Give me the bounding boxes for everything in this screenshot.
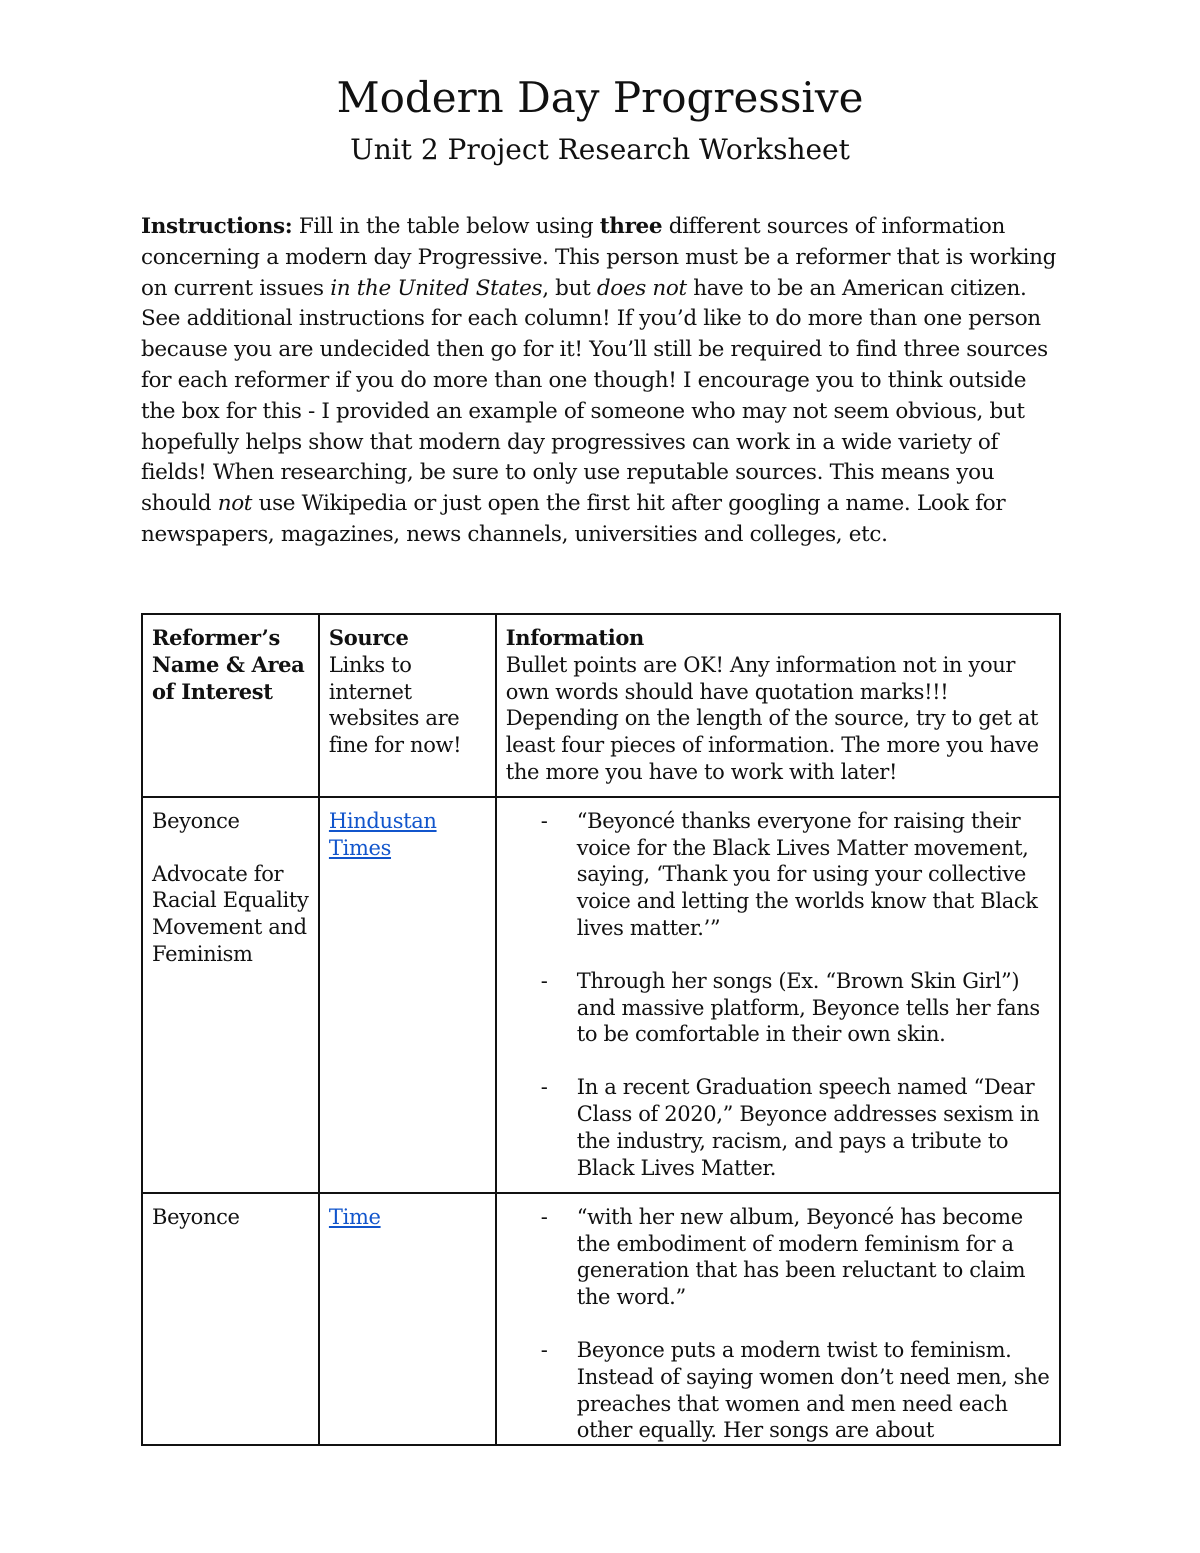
header-name-cell	[142, 614, 319, 797]
bullet-text: “with her new album, Beyoncé has become the embodiment of modern feminism for a generation that has been reluctant to claim the word.”	[576, 1204, 1026, 1310]
bullet-dash: -	[540, 1075, 548, 1100]
instructions-emphasis: does not	[596, 275, 687, 301]
source-link-hindustan-times[interactable]: Hindustan Times	[328, 808, 437, 860]
reformer-cell	[142, 1193, 319, 1445]
instructions-label: Instructions:	[141, 214, 293, 239]
instructions-text: , but	[542, 275, 597, 301]
list-item	[506, 968, 1053, 1048]
information-cell	[496, 797, 1060, 1193]
bullet-dash: -	[540, 1337, 548, 1362]
bullet-text: In a recent Graduation speech named “Dear Class of 2020,” Beyonce addresses sexism in the industry, racism, and pays a tribute to Black Lives Matter.	[576, 1075, 1040, 1180]
instructions-text: Fill in the table below using	[292, 214, 600, 239]
instructions-paragraph	[141, 212, 1066, 551]
list-item	[506, 1337, 1053, 1444]
header-info-label: Information	[505, 625, 644, 650]
table-header-row	[142, 614, 1060, 797]
information-list	[506, 808, 1053, 1182]
instructions-emphasis: not	[217, 491, 253, 517]
source-link-time[interactable]: Time	[328, 1204, 381, 1229]
header-source-note: Links to internet websites are fine for now!	[328, 652, 462, 758]
header-source-label: Source	[328, 625, 409, 650]
table-row	[142, 797, 1060, 1193]
reformer-cell	[142, 797, 319, 1193]
bullet-dash: -	[540, 1204, 548, 1229]
reformer-area: Advocate for Racial Equality Movement and Feminism	[152, 861, 309, 966]
instructions-emphasis: three	[599, 214, 663, 239]
instructions-text: use Wikipedia or just open the first hit after googling a name. Look for newspapers, magazines, news channels, universities and colleges, etc.	[141, 491, 1006, 547]
document-subtitle: Unit 2 Project Research Worksheet	[350, 133, 850, 166]
list-item	[506, 808, 1053, 942]
header-info-note: Bullet points are OK! Any information not in your own words should have quotation marks!!! Depending on the length of the source, try to get at least four pieces of information. The more you have the more you have to work with later!	[505, 652, 1039, 784]
information-list	[506, 1204, 1053, 1444]
instructions-emphasis: in the United States	[330, 275, 543, 301]
header-source-cell	[319, 614, 496, 797]
bullet-text: Through her songs (Ex. “Brown Skin Girl”) and massive platform, Beyonce tells her fans to be comfortable in their own skin.	[576, 968, 1040, 1047]
header-info-cell	[496, 614, 1060, 797]
reformer-name: Beyonce	[152, 1204, 240, 1229]
spacer	[152, 835, 312, 861]
bullet-dash: -	[540, 808, 548, 833]
reformer-name: Beyonce	[152, 808, 240, 833]
table-row	[142, 1193, 1060, 1445]
bullet-dash: -	[540, 968, 548, 993]
instructions-text: different sources of information concerning a modern day Progressive. This person must be a reformer that is working on current issues	[141, 214, 1057, 301]
information-cell	[496, 1193, 1060, 1445]
research-table	[141, 613, 1061, 1446]
source-cell	[319, 1193, 496, 1445]
source-cell	[319, 797, 496, 1193]
bullet-text: “Beyoncé thanks everyone for raising their voice for the Black Lives Matter movement, saying, ‘Thank you for using your collective voice and letting the worlds know that Black lives matter.’”	[576, 808, 1038, 940]
instructions-text: have to be an American citizen. See additional instructions for each column! If you’d like to do more than one person because you are undecided then go for it! You’ll still be required to find three sources for each reformer if you do more than one though! I encourage you to think outside the box for this - I provided an example of someone who may not seem obvious, but hopefully helps show that modern day progressives can work in a wide variety of fields! When researching, be sure to only use reputable sources. This means you should	[141, 275, 1048, 517]
bullet-text: Beyonce puts a modern twist to feminism. Instead of saying women don’t need men, she preaches that women and men need each other equally. Her songs are about	[576, 1337, 1050, 1443]
list-item	[506, 1074, 1053, 1181]
document-title: Modern Day Progressive	[336, 73, 864, 122]
list-item	[506, 1204, 1053, 1311]
header-name-label: Reformer’s Name & Area of Interest	[152, 625, 305, 704]
